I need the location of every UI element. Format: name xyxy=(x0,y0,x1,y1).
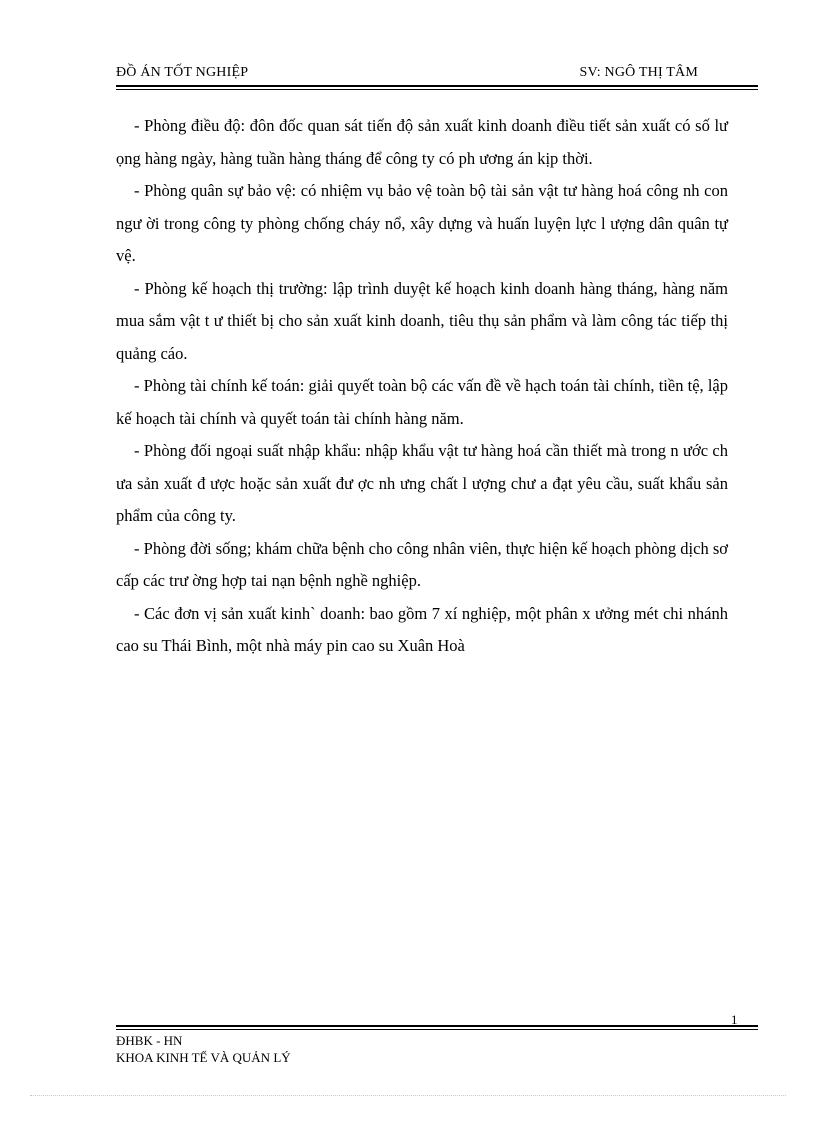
paragraph-finance-office: - Phòng tài chính kế toán: giải quyết toàn bộ các vấn đề về hạch toán tài chính, tiền tệ, lập kế hoạch tài chính và quyết toán tài chính hàng năm. xyxy=(116,376,728,428)
paragraph-production-units: - Các đơn vị sản xuất kinh` doanh: bao gồm 7 xí nghiệp, một phân x ưởng mét chi nhánh cao su Thái Bình, một nhà máy pin cao su Xuân Hoà xyxy=(116,603,728,655)
footer-rule xyxy=(116,1025,758,1030)
paragraph-import-export-office: - Phòng đối ngoại suất nhập khẩu: nhập khẩu vật tư hàng hoá cần thiết mà trong n ước ch ưa sản xuất đ ược hoặc sản xuất đư ợc nh ưng chất l ượng chư a đạt yêu cầu, suất khẩu sản phẩm của công ty. xyxy=(116,441,728,525)
page-number: 1 xyxy=(731,1012,738,1027)
header-student: SV: NGÔ THỊ TÂM xyxy=(579,65,698,80)
header-title: ĐỒ ÁN TỐT NGHIỆP xyxy=(116,65,249,80)
paragraph-security-office: - Phòng quân sự bảo vệ: có nhiệm vụ bảo vệ toàn bộ tài sản vật tư hàng hoá công nh con ngư ời trong công ty phòng chống cháy nổ, xây dựng và huấn luyện lực l ượng dân quân tự vệ. xyxy=(116,181,728,265)
footer-faculty: KHOA KINH TẾ VÀ QUẢN LÝ xyxy=(116,1050,291,1065)
footer-university: ĐHBK - HN xyxy=(116,1033,183,1048)
document-body xyxy=(116,110,728,663)
paragraph-dispatch-office: - Phòng điều độ: đôn đốc quan sát tiến độ sản xuất kinh doanh điều tiết sản xuất có số lư ọng hàng ngày, hàng tuần hàng tháng để công ty có ph ương án kịp thời. xyxy=(116,116,728,168)
header-rule xyxy=(116,85,758,90)
page-header xyxy=(116,64,758,82)
paragraph-welfare-office: - Phòng đời sống; khám chữa bệnh cho công nhân viên, thực hiện kế hoạch phòng dịch sơ cấp các trư ờng hợp tai nạn bệnh nghề nghiệp. xyxy=(116,538,728,590)
page-footer xyxy=(116,1032,291,1066)
paragraph-planning-office: - Phòng kế hoạch thị trường: lập trình duyệt kế hoạch kinh doanh hàng tháng, hàng năm mua sắm vật t ư thiết bị cho sản xuất kinh doanh, tiêu thụ sản phẩm và làm công tác tiếp thị quảng cáo. xyxy=(116,278,728,363)
page-boundary-dotted-line xyxy=(30,1095,786,1096)
